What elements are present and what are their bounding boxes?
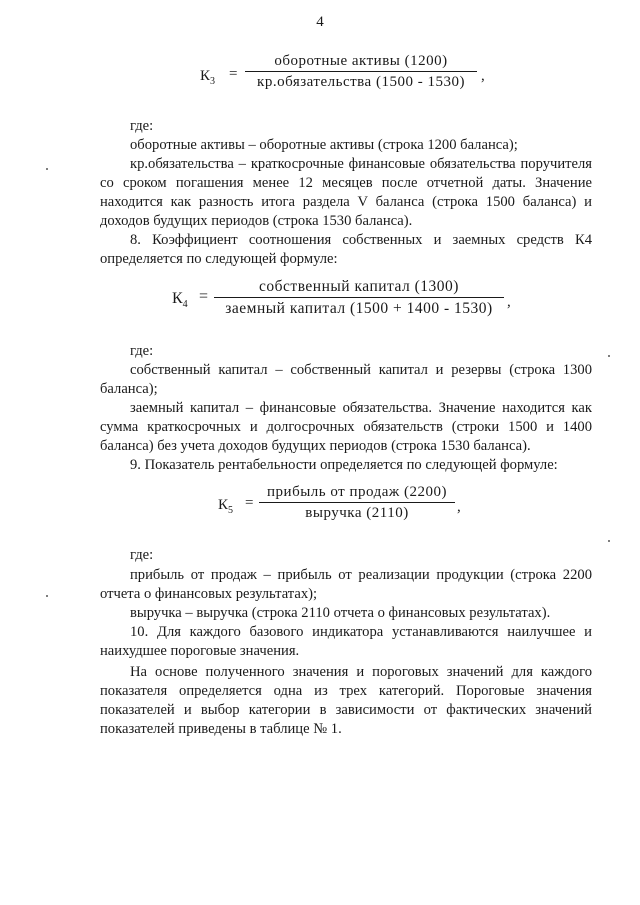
formula-k4-symbol bbox=[172, 290, 188, 310]
k5-where-label: где: bbox=[130, 547, 154, 563]
formula-k3-symbol bbox=[200, 68, 215, 87]
formula-k4-equals: = bbox=[199, 288, 209, 305]
formula-k3-letter: К bbox=[200, 68, 211, 84]
k3-definition-short-liabilities: кр.обязательства – краткосрочные финансовые обязательства поручителя со сроком погашения менее 12 месяцев после отчетной даты. Значение находится как разность итога раздела V баланса (строка 1500 баланса) и доходов будущих периодов (строка 1530 баланса). bbox=[100, 156, 592, 229]
formula-k4-subscript: 4 bbox=[182, 299, 188, 311]
scan-speck bbox=[46, 168, 48, 170]
k4-where-label: где: bbox=[130, 343, 154, 359]
formula-k5-subscript: 5 bbox=[228, 505, 234, 516]
formula-k5-letter: К bbox=[218, 497, 229, 513]
formula-k5-symbol bbox=[218, 497, 233, 516]
k5-definition-revenue: выручка – выручка (строка 2110 отчета о финансовых результатах). bbox=[130, 605, 551, 621]
formula-k5-comma: , bbox=[457, 499, 461, 515]
formula-k3-subscript: 3 bbox=[210, 76, 216, 87]
item-8-paragraph: 8. Коэффициент соотношения собственных и заемных средств К4 определяется по следующей формуле: bbox=[100, 232, 592, 267]
scan-speck bbox=[608, 540, 610, 542]
item-10-paragraph: 10. Для каждого базового индикатора устанавливаются наилучшее и наихудшее пороговые значения. bbox=[100, 624, 592, 659]
formula-k4-numerator: собственный капитал (1300) bbox=[259, 278, 459, 295]
scan-speck bbox=[608, 355, 610, 357]
k4-definition-borrowed-capital: заемный капитал – финансовые обязательства. Значение находится как сумма краткосрочных и долгосрочных обязательств (строки 1500 и 1400 баланса) без учета доходов будущих периодов (строка 1530 баланса). bbox=[100, 400, 592, 454]
final-paragraph: На основе полученного значения и пороговых значений для каждого показателя определяется одна из трех категорий. Пороговые значения показателей и выбор категории в зависимости от фактических значений показателей приведены в таблице № 1. bbox=[100, 664, 592, 737]
formula-k4-comma: , bbox=[507, 294, 511, 310]
formula-k3-denominator: кр.обязательства (1500 - 1530) bbox=[257, 74, 465, 90]
formula-k5-denominator: выручка (2110) bbox=[305, 505, 409, 521]
formula-k4-letter: К bbox=[172, 290, 183, 307]
k5-definition-sales-profit: прибыль от продаж – прибыль от реализации продукции (строка 2200 отчета о финансовых результатах); bbox=[100, 567, 592, 602]
formula-k3-numerator: оборотные активы (1200) bbox=[274, 53, 448, 69]
page-number: 4 bbox=[316, 14, 324, 30]
k4-definition-equity: собственный капитал – собственный капитал и резервы (строка 1300 баланса); bbox=[100, 362, 592, 397]
formula-k4-fraction bbox=[214, 278, 504, 318]
formula-k3-comma: , bbox=[481, 68, 485, 84]
formula-k5-fraction bbox=[259, 484, 455, 522]
formula-k5-equals: = bbox=[245, 495, 254, 511]
scan-speck bbox=[46, 595, 48, 597]
k3-where-label: где: bbox=[130, 118, 154, 134]
item-9-paragraph: 9. Показатель рентабельности определяется по следующей формуле: bbox=[130, 457, 558, 473]
k3-definition-current-assets: оборотные активы – оборотные активы (строка 1200 баланса); bbox=[130, 137, 518, 153]
formula-k3-fraction bbox=[245, 53, 477, 91]
formula-k3-equals: = bbox=[229, 66, 238, 82]
formula-k4-denominator: заемный капитал (1500 + 1400 - 1530) bbox=[225, 300, 493, 317]
formula-k5-numerator: прибыль от продаж (2200) bbox=[267, 484, 447, 500]
